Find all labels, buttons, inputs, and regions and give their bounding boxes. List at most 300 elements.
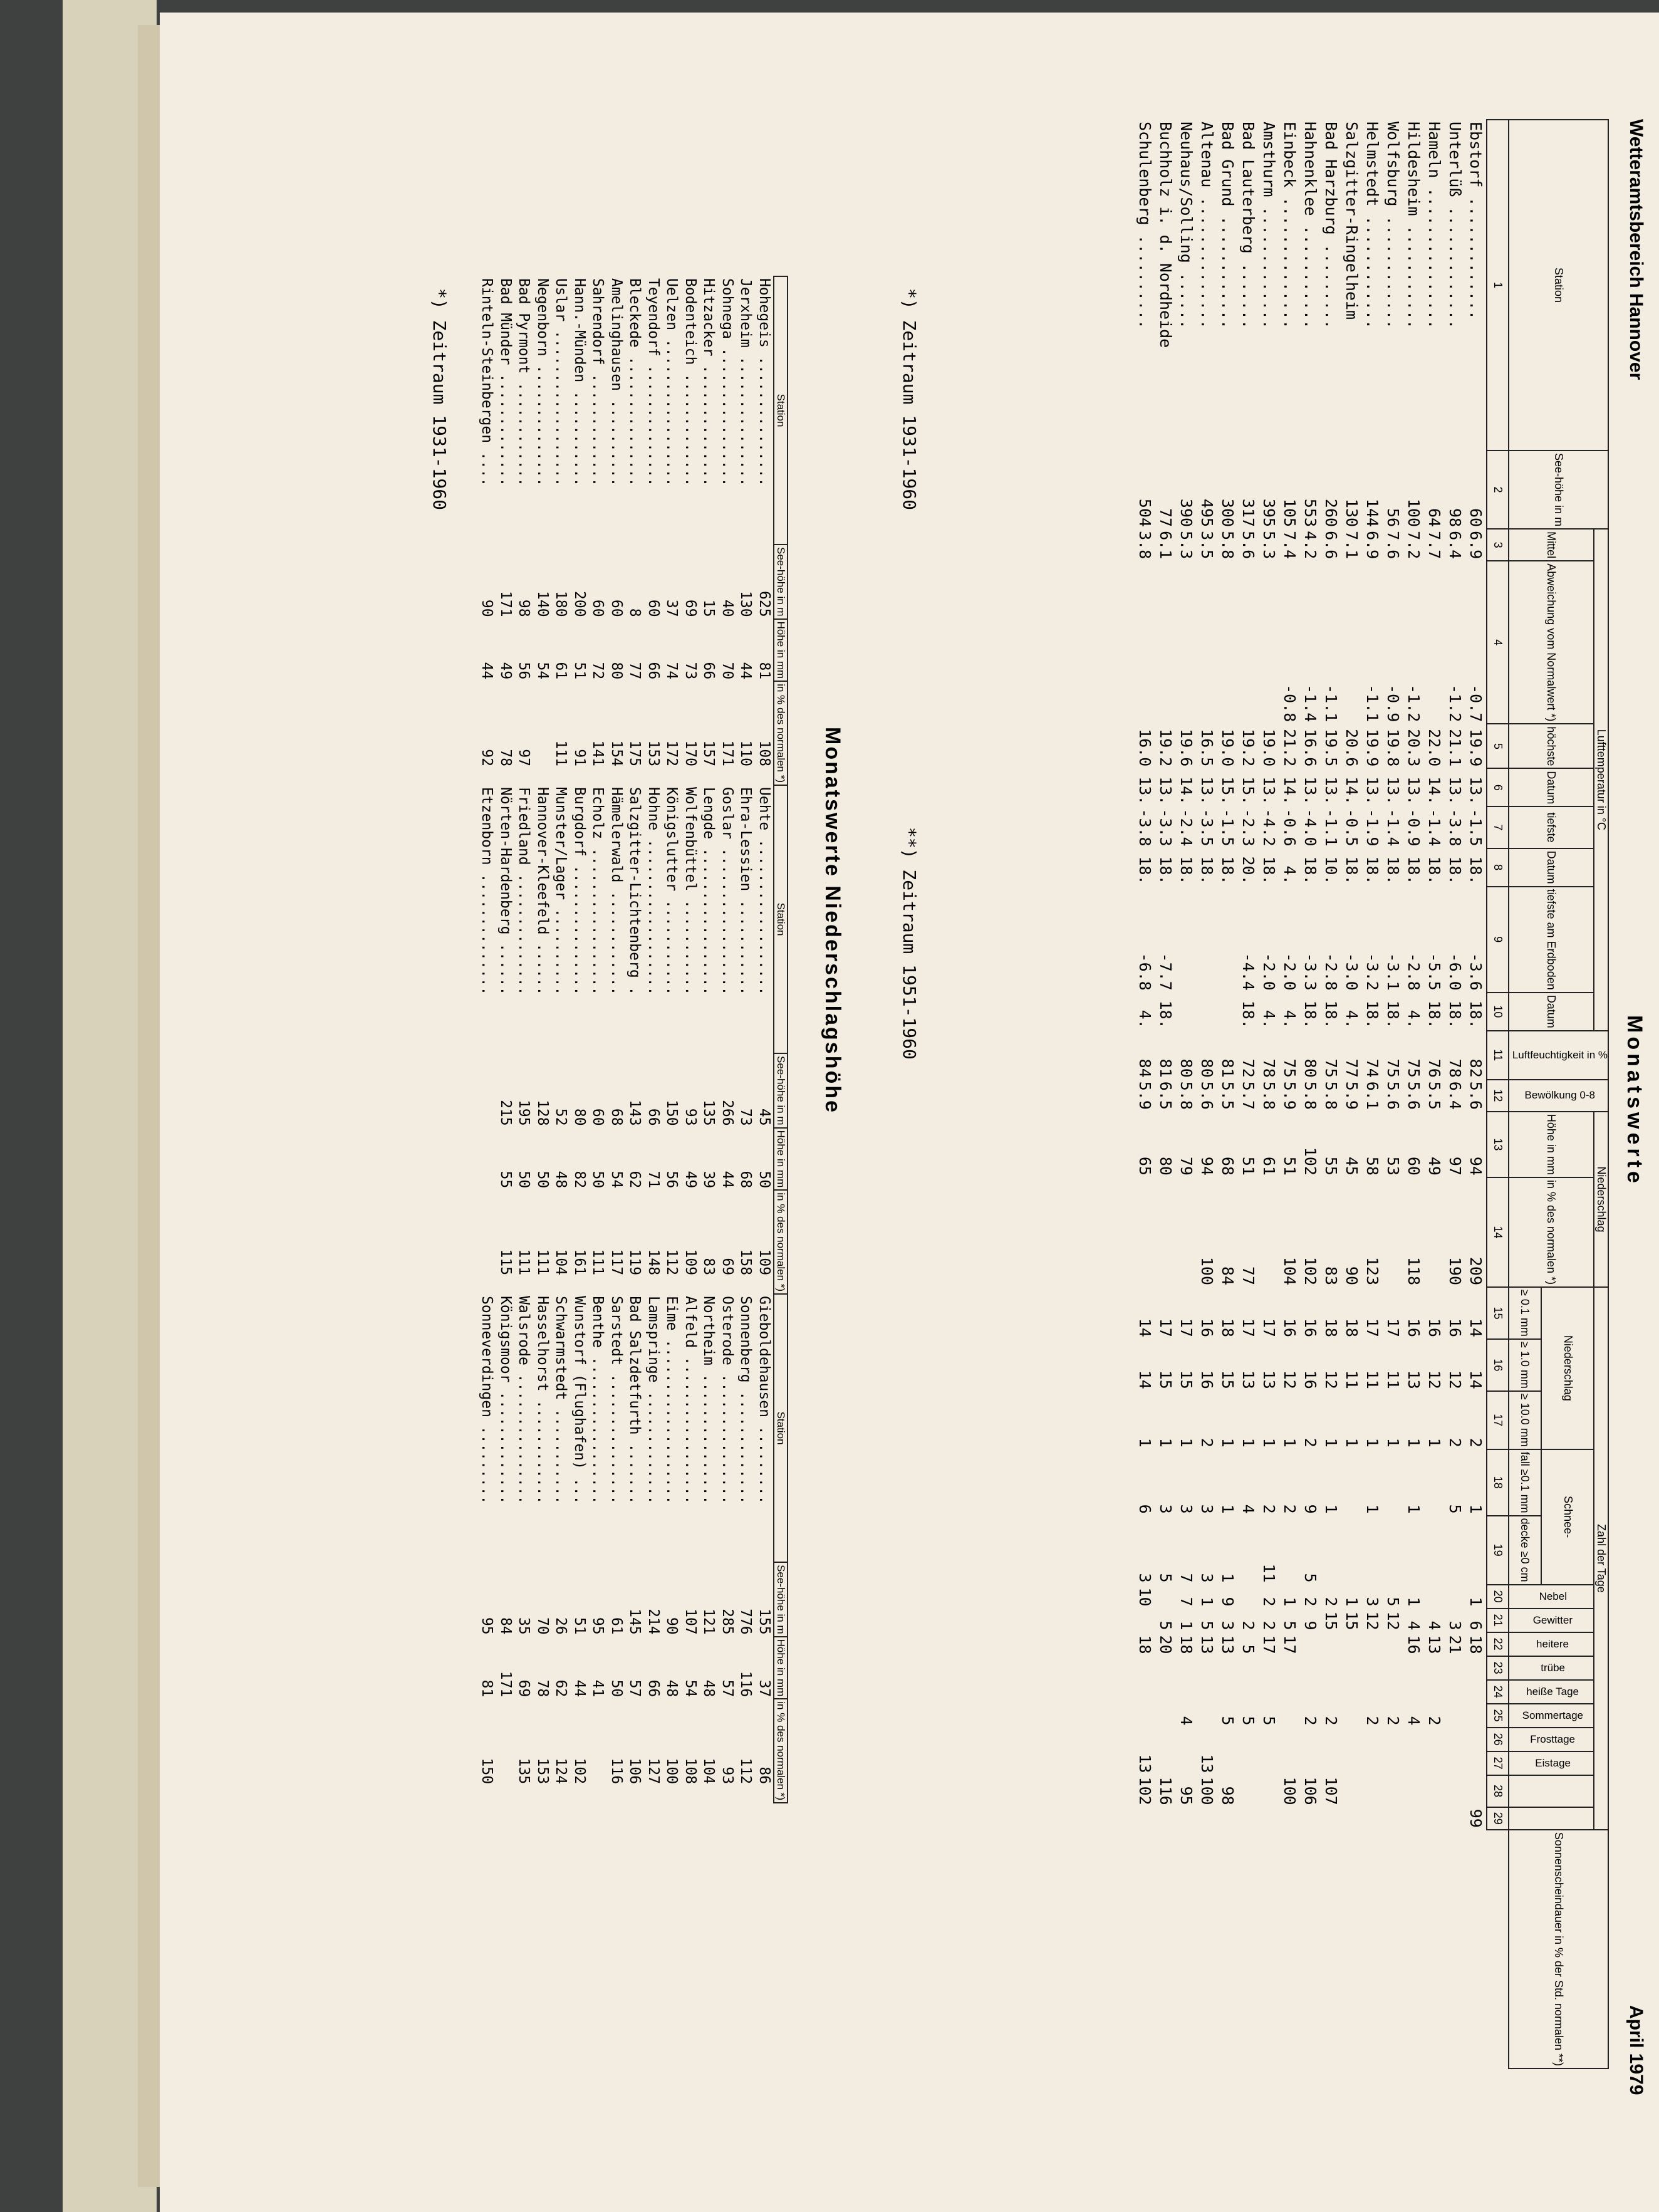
table-cell: 44 (719, 1171, 736, 1189)
table-cell: 11 (1342, 1370, 1361, 1389)
table-cell: 158 (737, 1249, 754, 1276)
station-name: Hohegeis ............... (756, 278, 772, 487)
table-cell (1321, 1516, 1341, 1585)
table-cell: 80 (1156, 1156, 1175, 1176)
col-station: Station (1509, 120, 1608, 451)
table-cell: 285 (719, 1609, 736, 1635)
table-cell (1403, 1516, 1424, 1585)
table-cell: 18. (1301, 1000, 1319, 1029)
footnote-1931: *) Zeitraum 1931-1960 (899, 288, 920, 511)
table-cell: 111 (516, 1249, 533, 1276)
table-cell (1321, 1656, 1341, 1680)
table-cell (1259, 1751, 1279, 1775)
table-cell (1217, 1751, 1238, 1775)
table-cell (1197, 1680, 1217, 1704)
table-cell: 5 (1156, 1620, 1175, 1630)
table-cell: 13. (1135, 776, 1154, 805)
precip-head-hoehe: Höhe in mm (774, 1637, 788, 1699)
table-cell (1259, 1775, 1279, 1807)
column-number: 27 (1487, 1751, 1509, 1775)
main-weather-table (1135, 119, 1609, 2069)
table-cell: 2 (1425, 1716, 1443, 1726)
table-cell: 97 (516, 749, 533, 767)
table-cell: 5.8 (1321, 1081, 1340, 1110)
station-name: Friedland .............. (516, 787, 533, 996)
table-cell: -1.2 (1445, 684, 1464, 723)
station-name: Schwarmstedt ........... (553, 1296, 569, 1505)
table-cell: 13. (1156, 776, 1175, 805)
table-cell: 5 (1239, 1644, 1257, 1654)
table-cell: 13 (1135, 1754, 1154, 1773)
table-cell: 107 (1321, 1776, 1340, 1805)
table-cell: 107 (682, 1609, 699, 1635)
table-cell: 62 (627, 1171, 643, 1189)
table-cell: 66 (645, 662, 662, 680)
table-cell: 18. (1321, 1000, 1340, 1029)
table-cell (1197, 1704, 1217, 1728)
table-cell: 26 (553, 1617, 569, 1635)
table-cell: 154 (608, 740, 625, 767)
table-row (477, 276, 496, 1803)
table-cell (1135, 1177, 1155, 1287)
station-name: Eime ................... (663, 1296, 680, 1505)
table-cell (1424, 561, 1445, 724)
table-cell: 111 (590, 1249, 606, 1276)
table-cell (1135, 1609, 1155, 1632)
table-cell: 3 (1197, 1504, 1216, 1514)
table-cell (1238, 561, 1259, 724)
table-cell (1341, 1680, 1362, 1704)
station-name: Königslutter ........... (663, 787, 680, 996)
table-cell: 2 (1363, 1716, 1381, 1726)
table-cell (1300, 1632, 1321, 1656)
table-cell: 19.2 (1239, 729, 1257, 767)
table-cell: 4. (1404, 1009, 1423, 1029)
table-cell (1445, 1751, 1465, 1775)
table-cell: 118 (1404, 1256, 1423, 1286)
table-cell: 2 (1466, 1437, 1485, 1448)
col-tiefste: tiefste (1509, 806, 1594, 848)
table-cell (1197, 1807, 1217, 1830)
table-cell: 13 (1425, 1635, 1443, 1654)
station-name: Amelinghausen .......... (608, 278, 625, 487)
table-cell (1217, 1728, 1238, 1751)
precip-head-seehoehe: See-höhe in m (774, 1562, 788, 1637)
table-cell: 48 (700, 1679, 717, 1698)
column-number: 21 (1487, 1609, 1509, 1632)
table-row (551, 276, 570, 1803)
station-name: Königsmoor ............. (497, 1296, 514, 1505)
table-cell: 18. (1425, 1000, 1443, 1029)
table-cell (1217, 1656, 1238, 1680)
station-name: Sonneverdingen ......... (479, 1296, 496, 1505)
table-cell (1176, 1680, 1197, 1704)
table-cell: 130 (737, 591, 754, 617)
col-eis (1509, 1751, 1594, 1775)
table-cell: 7.1 (1342, 531, 1361, 560)
table-cell (1341, 1449, 1362, 1516)
table-cell: 90 (479, 599, 496, 617)
table-cell: -2.4 (1177, 808, 1195, 847)
table-cell (1465, 1704, 1487, 1728)
table-cell: 94 (1466, 1156, 1485, 1176)
table-cell (1259, 1177, 1279, 1287)
table-cell: 5.6 (1383, 1081, 1402, 1110)
table-cell: 161 (571, 1249, 588, 1276)
precip-head-hoehe: Höhe in mm (774, 1128, 788, 1191)
table-cell: -2.0 (1280, 952, 1299, 991)
table-row (496, 276, 515, 1803)
table-cell: 18. (1466, 856, 1485, 885)
table-cell (1362, 1751, 1383, 1775)
table-cell (1259, 1656, 1279, 1680)
station-name: Bad Salzdetfurth ....... (627, 1296, 643, 1505)
table-cell: 94 (1197, 1156, 1216, 1176)
table-cell: 109 (682, 1249, 699, 1276)
station-name: Alfeld ................. (682, 1296, 699, 1505)
table-cell (1424, 1751, 1445, 1775)
table-cell: 16.5 (1197, 729, 1216, 767)
table-cell: -2.8 (1321, 952, 1340, 991)
table-cell: 50 (608, 1679, 625, 1698)
precip-head-proz: in % des normalen *) (774, 1699, 788, 1803)
table-cell: 75 (1280, 1058, 1299, 1078)
table-cell: 15. (1218, 776, 1237, 805)
table-cell (1465, 1680, 1487, 1704)
table-cell: 21.2 (1280, 729, 1299, 767)
precip-head-proz: in % des normalen *) (774, 1190, 788, 1294)
table-cell: 56 (663, 1171, 680, 1189)
table-cell: 51 (571, 662, 588, 680)
table-cell: 68 (608, 1108, 625, 1126)
table-cell: 15 (1321, 1611, 1340, 1630)
station-name: Sarstedt ............... (608, 1296, 625, 1505)
table-cell (1383, 1656, 1403, 1680)
table-cell: 1 (1218, 1437, 1237, 1448)
table-cell: 56 (516, 662, 533, 680)
table-cell (1321, 1632, 1341, 1656)
col-sonne: Sonnenscheindauer in % der Std. normalen **) (1509, 1830, 1608, 2069)
precipitation-table-body (477, 276, 774, 1803)
table-cell: 51 (1280, 1156, 1299, 1176)
station-name: Bad Harzburg ......... (1321, 122, 1340, 330)
column-number: 19 (1487, 1516, 1509, 1585)
table-cell: 15 (1342, 1611, 1361, 1630)
station-name: Neuhaus/Solling ...... (1177, 122, 1195, 330)
table-cell (1176, 1728, 1197, 1751)
table-cell: 625 (756, 591, 772, 617)
table-row (625, 276, 644, 1803)
table-cell (1155, 1585, 1176, 1609)
table-cell: 70 (719, 662, 736, 680)
table-cell (1321, 1680, 1341, 1704)
table-cell: 50 (756, 1171, 772, 1189)
table-cell (1155, 561, 1176, 724)
station-name: Unterlüß ............. (1445, 122, 1464, 330)
table-cell: -0.8 (1280, 684, 1299, 723)
table-cell: 90 (663, 1617, 680, 1635)
table-cell: -3.3 (1156, 808, 1175, 847)
table-cell (1155, 1177, 1176, 1287)
table-cell (1155, 1751, 1176, 1775)
station-name: Lamspringe ............. (645, 1296, 662, 1505)
table-cell (1424, 1775, 1445, 1807)
col-bewoelkung-label: Bewölkung 0-8 (1524, 1089, 1596, 1102)
table-cell (1424, 1177, 1445, 1287)
table-cell: 7.6 (1383, 531, 1402, 560)
col-hoechste: höchste (1509, 724, 1594, 768)
table-cell: 100 (1280, 1776, 1299, 1805)
table-cell: 62 (553, 1679, 569, 1698)
table-cell (1321, 1807, 1341, 1830)
table-cell: 19.0 (1218, 729, 1237, 767)
table-cell: 9 (1301, 1620, 1319, 1630)
table-cell: 83 (1321, 1266, 1340, 1286)
table-cell: 2 (1259, 1504, 1278, 1514)
table-cell: 18. (1383, 1000, 1402, 1029)
column-number: 15 (1487, 1287, 1509, 1339)
table-cell: 116 (1156, 1776, 1175, 1805)
table-cell (1465, 1775, 1487, 1807)
table-cell (1135, 1807, 1155, 1830)
table-row (1341, 120, 1362, 2069)
rotated-page-content (160, 13, 1659, 2212)
table-cell: 40 (719, 599, 736, 617)
table-cell (1197, 561, 1217, 724)
table-cell (1279, 1728, 1300, 1751)
table-cell: 73 (682, 662, 699, 680)
col-schneefall: fall ≥0.1 mm (1509, 1449, 1541, 1516)
table-cell: 18. (1259, 856, 1278, 885)
table-cell: 12 (1445, 1370, 1464, 1389)
station-name: Northeim ............... (700, 1296, 717, 1505)
table-cell (1341, 1516, 1362, 1585)
table-cell: 105 (1280, 498, 1299, 528)
table-cell: 1 (1425, 1437, 1443, 1448)
table-row (533, 276, 552, 1803)
table-cell: 60 (645, 599, 662, 617)
col-ns-proz: in % des normalen *) (1509, 1177, 1594, 1287)
table-cell: 14. (1280, 776, 1299, 805)
table-cell: 19.6 (1177, 729, 1195, 767)
table-cell: 7.2 (1404, 531, 1423, 560)
table-cell: 53 (1383, 1156, 1402, 1176)
table-cell (1155, 1656, 1176, 1680)
table-cell: 108 (756, 740, 772, 767)
table-cell: 18 (1135, 1635, 1154, 1654)
table-cell (1341, 1751, 1362, 1775)
table-cell: 5 (1280, 1620, 1299, 1630)
table-cell: 18. (1177, 856, 1195, 885)
table-cell (1383, 1751, 1403, 1775)
table-cell: 1 (1177, 1620, 1195, 1630)
table-cell: 80 (608, 662, 625, 680)
table-cell: 15. (1239, 776, 1257, 805)
station-name: Hitzacker .............. (700, 278, 717, 487)
table-cell: -3.0 (1342, 952, 1361, 991)
column-number: 26 (1487, 1728, 1509, 1751)
station-name: Sahrendorf ............. (590, 278, 606, 487)
precip-head-station: Station (774, 276, 788, 545)
table-cell: -7.7 (1156, 952, 1175, 991)
station-name: Munster/Lager .......... (553, 787, 569, 996)
table-cell (477, 1190, 496, 1294)
column-number-row (1487, 120, 1509, 2069)
table-cell: 81 (756, 662, 772, 680)
station-name: Wunstorf (Flughafen) ... (571, 1296, 588, 1505)
column-number: 2 (1487, 451, 1509, 529)
table-cell (1217, 561, 1238, 724)
table-cell: 17 (1383, 1318, 1402, 1337)
table-cell: 171 (497, 591, 514, 617)
table-cell: 15 (1177, 1370, 1195, 1389)
table-cell: 6.4 (1445, 531, 1464, 560)
table-cell: 5 (1197, 1620, 1216, 1630)
table-cell: 5 (1259, 1716, 1278, 1726)
table-cell: 77 (1239, 1266, 1257, 1286)
table-cell (1383, 1807, 1403, 1830)
table-cell: 35 (516, 1617, 533, 1635)
table-cell: -1.5 (1218, 808, 1237, 847)
table-cell: 18. (1301, 856, 1319, 885)
table-cell: 13 (1404, 1370, 1423, 1389)
table-cell: 78 (1259, 1058, 1278, 1078)
table-cell (1238, 1656, 1259, 1680)
table-cell: 110 (737, 740, 754, 767)
column-number: 8 (1487, 848, 1509, 887)
column-number: 3 (1487, 529, 1509, 561)
col-bewoelkung (1509, 1080, 1608, 1112)
table-cell: 61 (608, 1617, 625, 1635)
column-number: 11 (1487, 1031, 1509, 1080)
table-cell (1445, 1656, 1465, 1680)
table-cell: 1 (1135, 1437, 1154, 1448)
table-cell: 18 (1218, 1318, 1237, 1337)
station-name: Rinteln-Steinbergen .... (479, 278, 496, 487)
table-cell: 18 (1466, 1635, 1485, 1654)
table-cell: 2 (1301, 1437, 1319, 1448)
table-cell: 54 (608, 1171, 625, 1189)
col-mittel: Mittel (1509, 529, 1594, 561)
table-cell: 395 (1259, 498, 1278, 528)
table-cell: -0.9 (1404, 808, 1423, 847)
table-cell (1197, 1728, 1217, 1751)
table-cell: 83 (700, 1258, 717, 1276)
table-cell: 1 (1321, 1437, 1340, 1448)
table-cell: 104 (700, 1758, 717, 1785)
table-cell (1135, 1704, 1155, 1728)
column-number: 4 (1487, 561, 1509, 724)
col-ns-tage: Niederschlag (1541, 1287, 1594, 1449)
table-cell: 104 (1280, 1256, 1299, 1286)
table-cell (1279, 1680, 1300, 1704)
table-cell: 2 (1321, 1716, 1340, 1726)
table-cell: 1 (1197, 1597, 1216, 1607)
table-cell: 17 (1259, 1635, 1278, 1654)
table-cell: 6 (1466, 1620, 1485, 1630)
table-cell: 37 (663, 599, 680, 617)
table-cell (1135, 1656, 1155, 1680)
table-cell: 7 (1177, 1573, 1195, 1583)
table-cell: 55 (1321, 1156, 1340, 1176)
table-cell: 54 (682, 1679, 699, 1698)
table-cell: 150 (663, 1100, 680, 1126)
table-cell: 121 (700, 1609, 717, 1635)
col-gewitter-label: Gewitter (1532, 1614, 1573, 1626)
table-cell: 155 (756, 1609, 772, 1635)
table-row (1465, 120, 1487, 2069)
table-cell: 172 (663, 740, 680, 767)
precipitation-table (477, 276, 788, 1803)
station-name: Burgdorf ............... (571, 787, 588, 996)
table-cell: 20.3 (1404, 729, 1423, 767)
table-cell (1445, 1728, 1465, 1751)
table-cell: 81 (479, 1679, 496, 1698)
table-cell (1238, 1680, 1259, 1704)
table-row (755, 276, 774, 1803)
column-number: 9 (1487, 887, 1509, 993)
station-name: Osterode ............... (719, 1296, 736, 1505)
table-cell: 93 (719, 1766, 736, 1785)
table-cell: 3.5 (1197, 531, 1216, 560)
table-cell: 6 (1135, 1504, 1154, 1514)
station-name: Einbeck .............. (1280, 122, 1299, 330)
table-cell: 776 (737, 1609, 754, 1635)
table-cell: -4.2 (1259, 808, 1278, 847)
table-cell: 60 (608, 599, 625, 617)
table-cell: 6.1 (1363, 1081, 1381, 1110)
table-cell: 12 (1425, 1370, 1443, 1389)
table-cell: 18. (1135, 856, 1154, 885)
table-cell: 190 (1445, 1256, 1464, 1286)
table-cell: 3 (1135, 1573, 1154, 1583)
table-cell: 5.8 (1218, 531, 1237, 560)
table-cell: 5.5 (1425, 1081, 1443, 1110)
station-name: Bad Münder ............. (497, 278, 514, 487)
table-cell (1217, 887, 1238, 993)
table-cell: 10 (1135, 1587, 1154, 1607)
table-cell: 5.3 (1177, 531, 1195, 560)
table-cell: -3.5 (1197, 808, 1216, 847)
station-name: Bad Grund ............ (1218, 122, 1237, 330)
table-cell: 13 (1239, 1370, 1257, 1389)
table-cell: 200 (571, 591, 588, 617)
table-cell: 1 (1156, 1437, 1175, 1448)
table-cell: -1.1 (1321, 808, 1340, 847)
table-cell (1321, 1751, 1341, 1775)
table-cell (1300, 1728, 1321, 1751)
table-cell: 19.9 (1466, 729, 1485, 767)
table-cell (477, 1128, 496, 1191)
station-name: Walsrode ............... (516, 1296, 533, 1505)
table-cell: 5.8 (1301, 1081, 1319, 1110)
table-cell: 12 (1363, 1611, 1381, 1630)
table-cell (1445, 1704, 1465, 1728)
table-cell (1135, 561, 1155, 724)
table-cell: 13. (1363, 776, 1381, 805)
table-cell (1362, 1516, 1383, 1585)
table-cell: 98 (1445, 508, 1464, 528)
table-cell (1341, 1807, 1362, 1830)
station-name: Hohne .................. (645, 787, 662, 996)
table-cell: 109 (756, 1249, 772, 1276)
table-row (1300, 120, 1321, 2069)
table-cell (1259, 1680, 1279, 1704)
table-cell: 18. (1156, 1000, 1175, 1029)
table-cell: 18. (1239, 1000, 1257, 1029)
table-cell: 74 (663, 662, 680, 680)
table-cell: 175 (627, 740, 643, 767)
